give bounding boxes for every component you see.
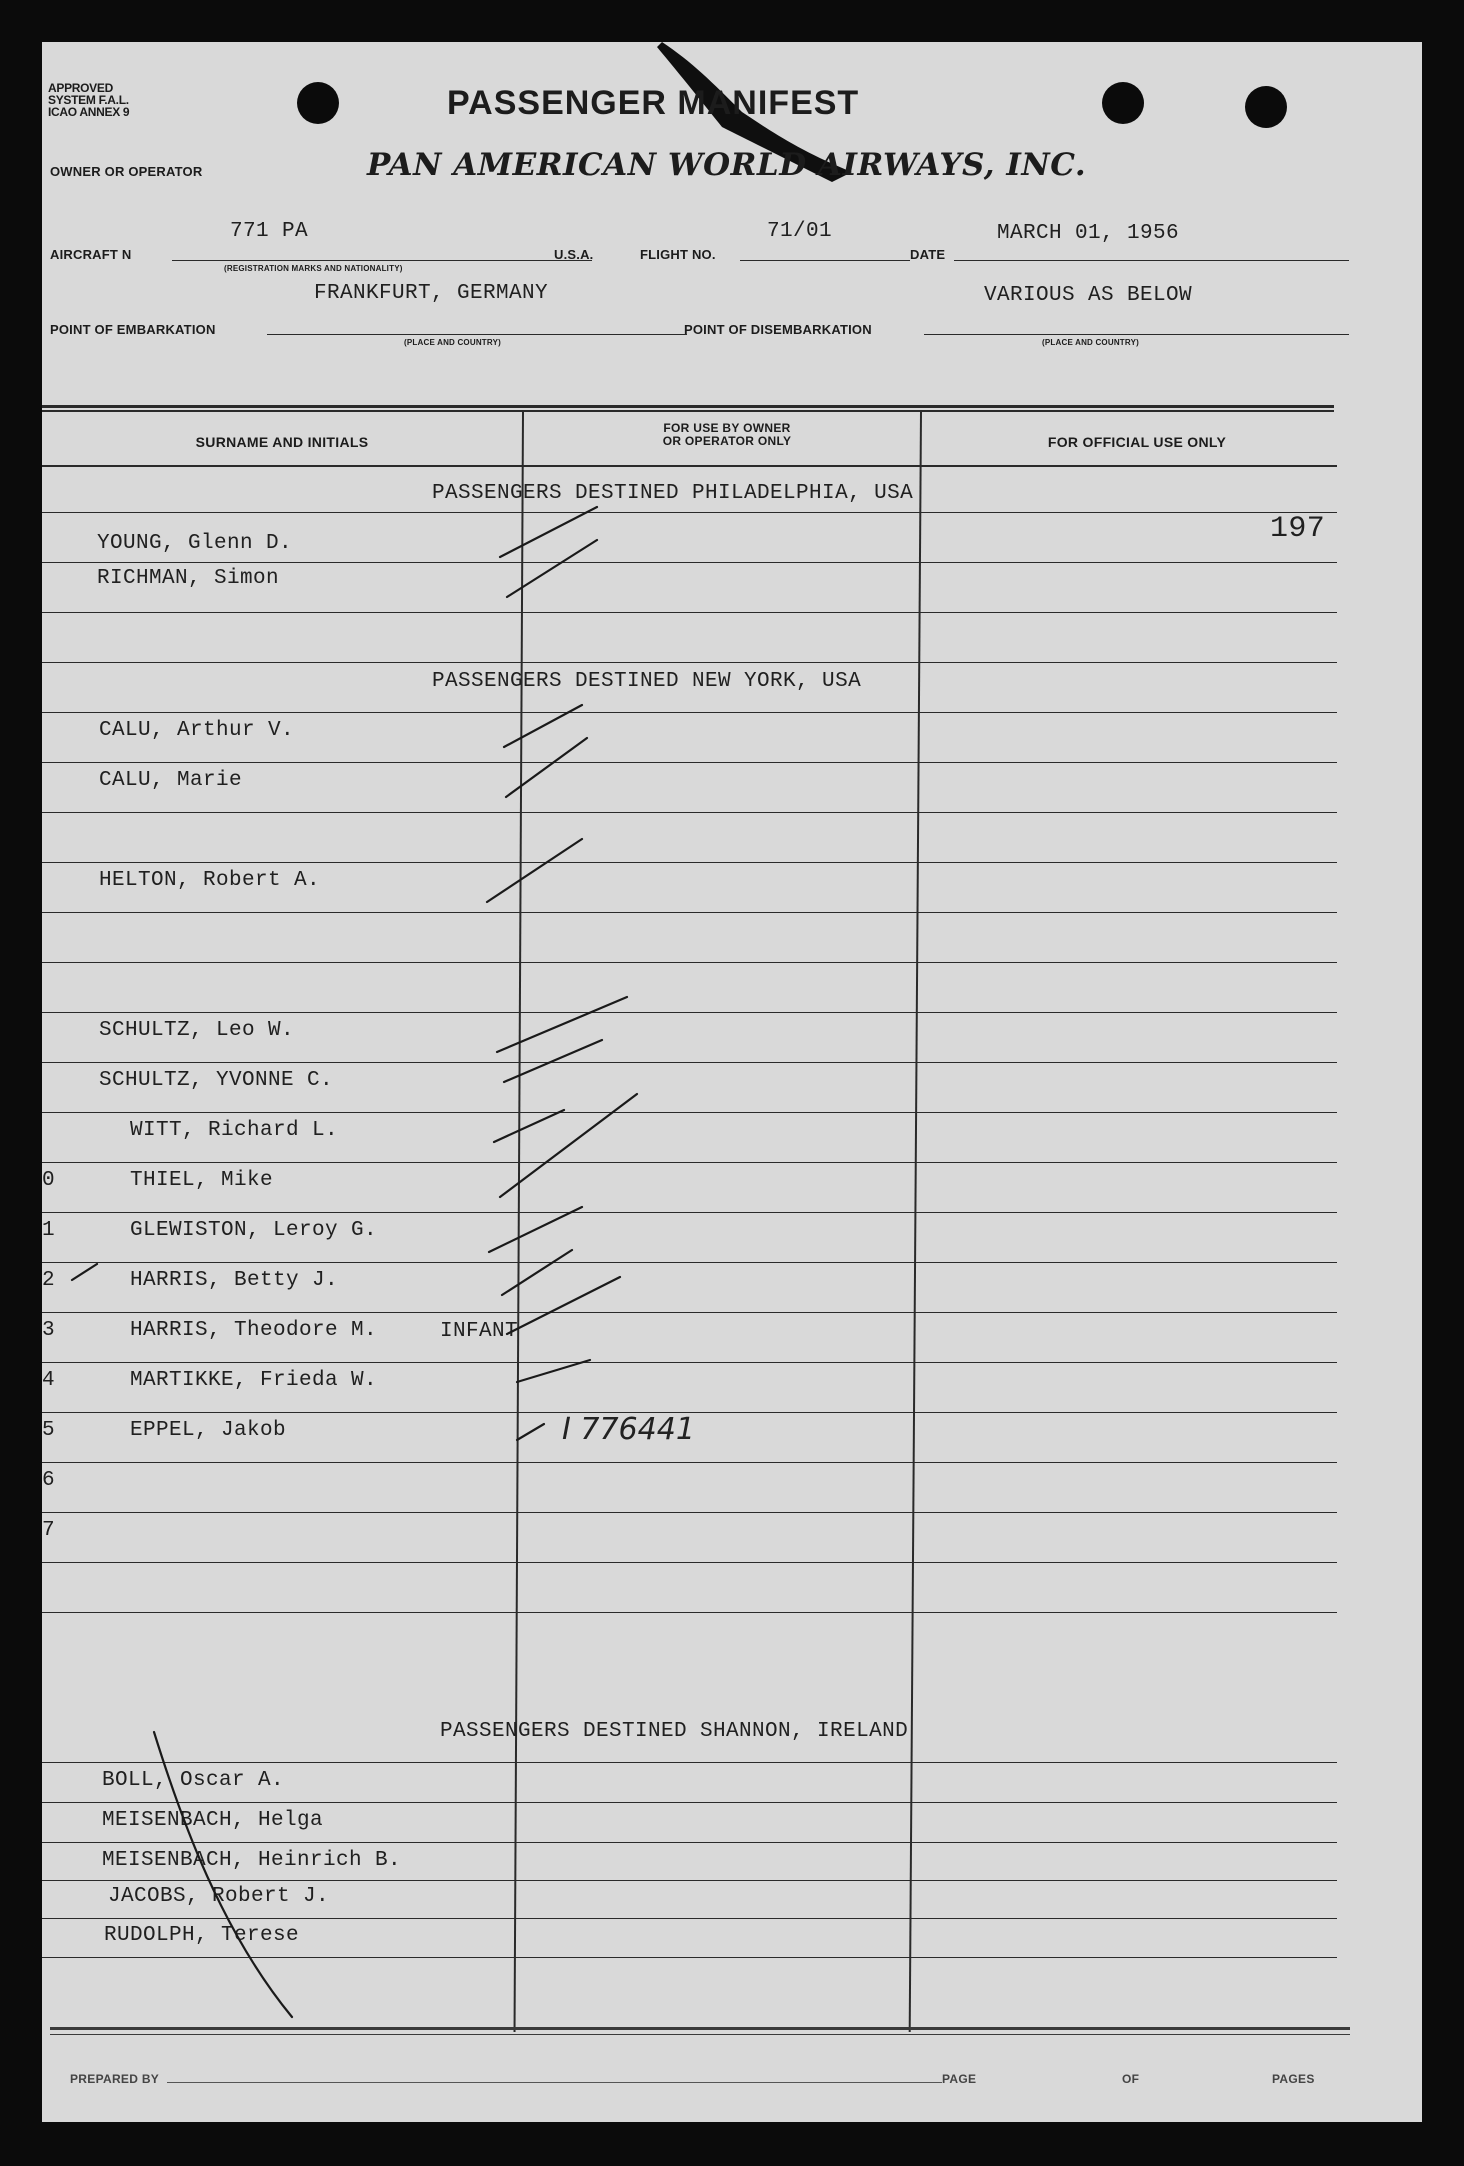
section-heading-philadelphia: PASSENGERS DESTINED PHILADELPHIA, USA — [432, 482, 914, 505]
airline-name: PAN AMERICAN WORLD AIRWAYS, INC. — [367, 147, 1087, 183]
passenger-name: RICHMAN, Simon — [97, 567, 280, 590]
date-value: MARCH 01, 1956 — [997, 222, 1180, 245]
owner-label: OWNER OR OPERATOR — [50, 164, 203, 179]
date-label: DATE — [910, 247, 946, 262]
handwritten-number: I 776441 — [562, 1412, 695, 1447]
passenger-name: YOUNG, Glenn D. — [97, 532, 293, 555]
manifest-page — [42, 42, 1422, 2122]
row-number: 0 — [42, 1169, 56, 1192]
passenger-name: HARRIS, Theodore M. — [130, 1319, 378, 1342]
flight-label: FLIGHT NO. — [640, 247, 716, 262]
col-owner-header-line: OR OPERATOR ONLY — [662, 434, 792, 448]
passenger-name: RUDOLPH, Terese — [104, 1924, 300, 1947]
passenger-name: SCHULTZ, YVONNE C. — [99, 1069, 334, 1092]
footer-rule — [50, 2027, 1350, 2030]
col-owner-header-line: FOR USE BY OWNER — [663, 421, 791, 435]
passenger-name: HARRIS, Betty J. — [130, 1269, 339, 1292]
passenger-name: MARTIKKE, Frieda W. — [130, 1369, 378, 1392]
approved-line: SYSTEM F.A.L. — [48, 93, 129, 107]
col-official-header: FOR OFFICIAL USE ONLY — [1047, 434, 1227, 450]
approved-line: APPROVED — [48, 81, 113, 95]
embark-label: POINT OF EMBARKATION — [50, 322, 216, 337]
infant-note: INFANT — [440, 1320, 519, 1343]
page-title: PASSENGER MANIFEST — [447, 84, 860, 122]
passenger-name: EPPEL, Jakob — [130, 1419, 287, 1442]
aircraft-value: 771 PA — [230, 220, 309, 243]
passenger-name: SCHULTZ, Leo W. — [99, 1019, 295, 1042]
page-label: PAGE — [942, 2072, 977, 2086]
passenger-name: CALU, Marie — [99, 769, 243, 792]
place-note: (PLACE AND COUNTRY) — [404, 338, 501, 347]
row-number: 3 — [42, 1319, 56, 1342]
place-note: (PLACE AND COUNTRY) — [1042, 338, 1139, 347]
section-heading-shannon: PASSENGERS DESTINED SHANNON, IRELAND — [440, 1720, 909, 1743]
row-number: 2 — [42, 1269, 56, 1292]
disembark-value: VARIOUS AS BELOW — [984, 284, 1193, 307]
passenger-name: BOLL, Oscar A. — [102, 1769, 285, 1792]
registration-note: (REGISTRATION MARKS AND NATIONALITY) — [224, 264, 403, 273]
passenger-name: MEISENBACH, Heinrich B. — [102, 1849, 402, 1872]
passenger-name: THIEL, Mike — [130, 1169, 274, 1192]
passenger-name: WITT, Richard L. — [130, 1119, 339, 1142]
row-number: 4 — [42, 1369, 56, 1392]
row-number: 1 — [42, 1219, 56, 1242]
approved-line: ICAO ANNEX 9 — [48, 105, 130, 119]
pages-label: PAGES — [1272, 2072, 1315, 2086]
row-number: 5 — [42, 1419, 56, 1442]
disembark-label: POINT OF DISEMBARKATION — [684, 322, 872, 337]
official-number: 197 — [1270, 512, 1326, 546]
passenger-name: JACOBS, Robert J. — [108, 1885, 330, 1908]
passenger-name: GLEWISTON, Leroy G. — [130, 1219, 378, 1242]
of-label: OF — [1122, 2072, 1140, 2086]
usa-label: U.S.A. — [554, 247, 594, 262]
prepared-by-label: PREPARED BY — [70, 2072, 160, 2086]
passenger-name: CALU, Arthur V. — [99, 719, 295, 742]
aircraft-label: AIRCRAFT N — [50, 247, 132, 262]
flight-value: 71/01 — [767, 220, 833, 243]
check-marks — [42, 42, 1422, 2122]
passenger-name: MEISENBACH, Helga — [102, 1809, 324, 1832]
passenger-name: HELTON, Robert A. — [99, 869, 321, 892]
row-number: 7 — [42, 1519, 56, 1542]
prepared-by-underline — [167, 2082, 942, 2083]
section-heading-new-york: PASSENGERS DESTINED NEW YORK, USA — [432, 670, 862, 693]
col-surname-header: SURNAME AND INITIALS — [195, 434, 369, 450]
row-number: 6 — [42, 1469, 56, 1492]
embark-value: FRANKFURT, GERMANY — [314, 282, 549, 305]
footer-rule — [50, 2034, 1350, 2035]
